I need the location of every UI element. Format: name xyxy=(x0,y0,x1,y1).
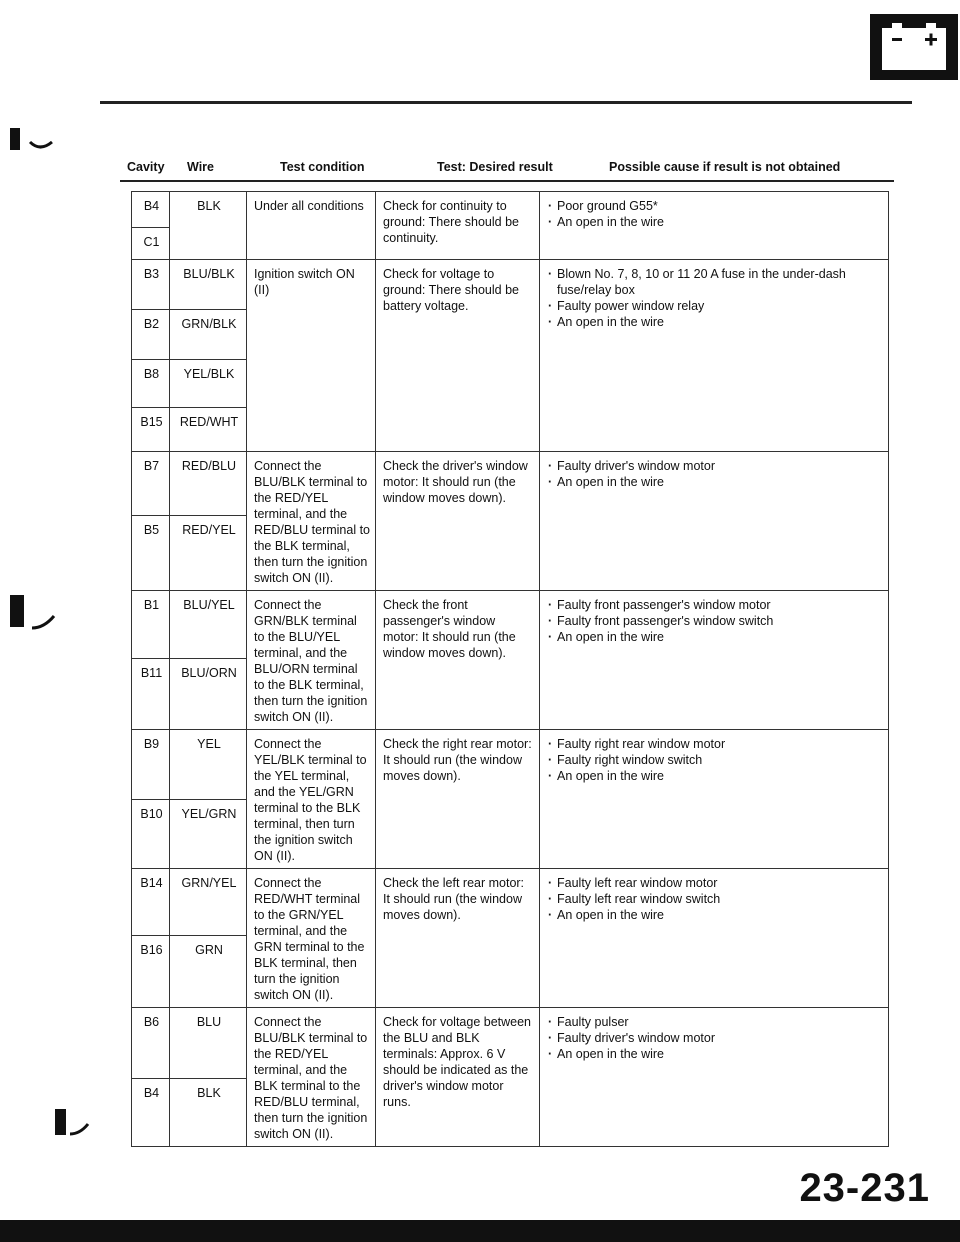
condition-cell: Connect the BLU/BLK terminal to the RED/YEL terminal, and the BLK terminal to the RED/BLU terminal, then turn the ignition switch ON (II). xyxy=(247,1008,376,1147)
table-row xyxy=(132,260,889,310)
result-cell: Check for voltage between the BLU and BLK terminals: Approx. 6 V should be indicated as the driver's window motor runs. xyxy=(376,1008,540,1147)
cavity-cell: B10 xyxy=(132,799,170,869)
cause-item: · Faulty left rear window switch xyxy=(547,891,883,907)
header-rule xyxy=(120,180,894,182)
cavity-cell: B14 xyxy=(132,869,170,936)
cause-list xyxy=(547,266,883,330)
cavity-cell: B15 xyxy=(132,408,170,452)
cavity-cell: B6 xyxy=(132,1008,170,1079)
cause-list xyxy=(547,597,883,645)
cause-item: · Faulty right rear window motor xyxy=(547,736,883,752)
condition-cell: Ignition switch ON (II) xyxy=(247,260,376,452)
cause-cell xyxy=(540,730,889,869)
test-table xyxy=(131,191,889,1147)
table-row xyxy=(132,452,889,516)
condition-cell: Under all conditions xyxy=(247,192,376,260)
cause-item: · An open in the wire xyxy=(547,907,883,923)
cavity-cell: B5 xyxy=(132,516,170,591)
condition-cell: Connect the YEL/BLK terminal to the YEL terminal, and the YEL/GRN terminal to the BLK terminal, then turn the ignition switch ON (II). xyxy=(247,730,376,869)
cause-cell xyxy=(540,591,889,730)
wire-cell: YEL/GRN xyxy=(170,799,247,869)
cause-item: · Faulty front passenger's window switch xyxy=(547,613,883,629)
cause-item: · Faulty right window switch xyxy=(547,752,883,768)
wire-cell: RED/WHT xyxy=(170,408,247,452)
page-corner-mark-icon xyxy=(68,1122,90,1138)
cause-item: · Blown No. 7, 8, 10 or 11 20 A fuse in the under-dash fuse/relay box xyxy=(547,266,883,298)
wire-cell: BLK xyxy=(170,1078,247,1146)
table-row xyxy=(132,1008,889,1079)
cavity-cell: B2 xyxy=(132,310,170,360)
wire-cell: GRN/YEL xyxy=(170,869,247,936)
cause-list xyxy=(547,198,883,230)
page-corner-mark-icon xyxy=(30,614,56,632)
cause-item: · An open in the wire xyxy=(547,474,883,490)
page-number: 23-231 xyxy=(799,1166,930,1210)
bottom-bar xyxy=(0,1220,960,1242)
cavity-cell: B7 xyxy=(132,452,170,516)
page-corner-mark-icon xyxy=(28,140,54,152)
cavity-cell: B3 xyxy=(132,260,170,310)
result-cell: Check for continuity to ground: There should be continuity. xyxy=(376,192,540,260)
condition-cell: Connect the GRN/BLK terminal to the BLU/YEL terminal, and the BLU/ORN terminal to the BLK terminal, then turn the ignition switch ON (II). xyxy=(247,591,376,730)
cause-item: · An open in the wire xyxy=(547,314,883,330)
battery-icon xyxy=(870,14,958,80)
header-wire: Wire xyxy=(187,160,214,174)
page-corner-mark-icon xyxy=(8,126,26,152)
result-cell: Check the left rear motor: It should run (the window moves down). xyxy=(376,869,540,1008)
condition-cell: Connect the RED/WHT terminal to the GRN/YEL terminal, and the GRN terminal to the BLK terminal, then turn the ignition switch ON (II). xyxy=(247,869,376,1008)
wire-cell: BLU/YEL xyxy=(170,591,247,659)
cavity-cell: B11 xyxy=(132,659,170,730)
cavity-cell: C1 xyxy=(132,228,170,260)
header-desired-result: Test: Desired result xyxy=(437,160,553,174)
cause-cell xyxy=(540,260,889,452)
cause-item: · An open in the wire xyxy=(547,1046,883,1062)
wire-cell: BLU/BLK xyxy=(170,260,247,310)
cavity-cell: B16 xyxy=(132,936,170,1008)
cause-item: · An open in the wire xyxy=(547,629,883,645)
condition-cell: Connect the BLU/BLK terminal to the RED/YEL terminal, and the RED/BLU terminal to the BLK terminal, then turn the ignition switch ON (II). xyxy=(247,452,376,591)
cause-list xyxy=(547,875,883,923)
result-cell: Check for voltage to ground: There should be battery voltage. xyxy=(376,260,540,452)
top-rule xyxy=(100,101,912,104)
cause-item: · Faulty pulser xyxy=(547,1014,883,1030)
cause-cell xyxy=(540,452,889,591)
cause-list xyxy=(547,1014,883,1062)
cavity-cell: B4 xyxy=(132,192,170,228)
table-row xyxy=(132,730,889,800)
wire-cell: BLU/ORN xyxy=(170,659,247,730)
wire-cell: RED/YEL xyxy=(170,516,247,591)
cause-cell xyxy=(540,869,889,1008)
result-cell: Check the right rear motor: It should run (the window moves down). xyxy=(376,730,540,869)
cause-item: · An open in the wire xyxy=(547,768,883,784)
wire-cell: GRN/BLK xyxy=(170,310,247,360)
cause-cell xyxy=(540,1008,889,1147)
wire-cell: GRN xyxy=(170,936,247,1008)
header-cavity: Cavity xyxy=(127,160,165,174)
cavity-cell: B8 xyxy=(132,360,170,408)
wire-cell: RED/BLU xyxy=(170,452,247,516)
cavity-cell: B1 xyxy=(132,591,170,659)
cause-item: · Faulty left rear window motor xyxy=(547,875,883,891)
cause-item: · Faulty power window relay xyxy=(547,298,883,314)
wire-cell: YEL xyxy=(170,730,247,800)
wire-cell: BLU xyxy=(170,1008,247,1079)
table-row xyxy=(132,192,889,228)
result-cell: Check the driver's window motor: It should run (the window moves down). xyxy=(376,452,540,591)
cause-item: · Poor ground G55* xyxy=(547,198,883,214)
cause-item: · An open in the wire xyxy=(547,214,883,230)
cause-list xyxy=(547,736,883,784)
cause-item: · Faulty driver's window motor xyxy=(547,458,883,474)
cause-cell xyxy=(540,192,889,260)
cavity-cell: B4 xyxy=(132,1078,170,1146)
header-test-condition: Test condition xyxy=(280,160,365,174)
cause-list xyxy=(547,458,883,490)
table-row xyxy=(132,869,889,936)
cavity-cell: B9 xyxy=(132,730,170,800)
result-cell: Check the front passenger's window motor: It should run (the window moves down). xyxy=(376,591,540,730)
wire-cell: BLK xyxy=(170,192,247,260)
table-row xyxy=(132,591,889,659)
cause-item: · Faulty driver's window motor xyxy=(547,1030,883,1046)
wire-cell: YEL/BLK xyxy=(170,360,247,408)
cause-item: · Faulty front passenger's window motor xyxy=(547,597,883,613)
header-possible-cause: Possible cause if result is not obtained xyxy=(609,160,841,174)
